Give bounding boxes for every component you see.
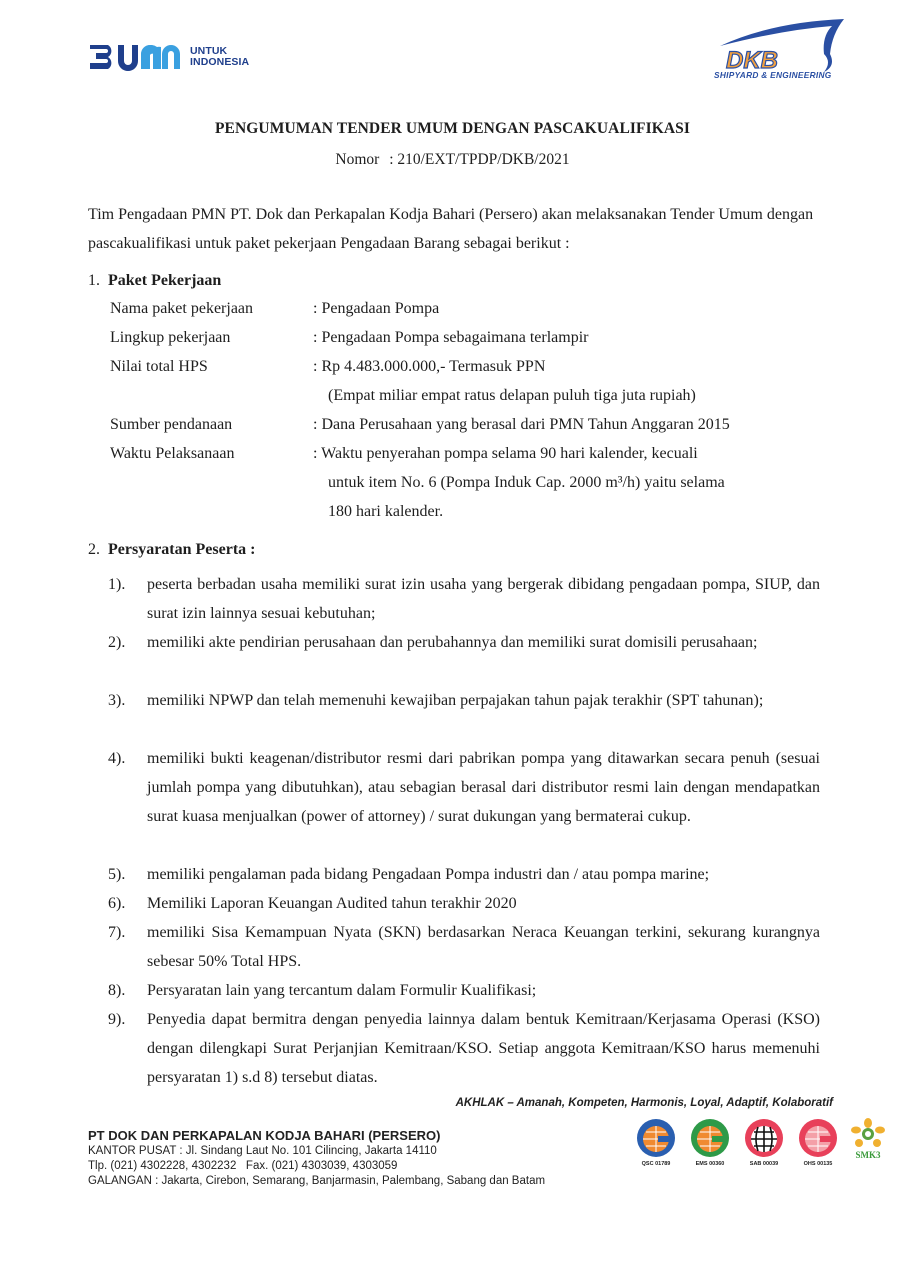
certification-badge bbox=[686, 1118, 734, 1167]
intro-paragraph: Tim Pengadaan PMN PT. Dok dan Perkapalan Kodja Bahari (Persero) akan melaksanakan Tender Umum dengan pascakualifikasi untuk paket pekerjaan Pengadaan Barang sebagai berikut : bbox=[88, 206, 814, 252]
dkb-logo-text: DKB bbox=[726, 47, 778, 74]
document-number-label: Nomor bbox=[335, 151, 380, 168]
dkb-subtitle: SHIPYARD & ENGINEERING bbox=[714, 70, 832, 80]
sucofindo-sics-sab-icon bbox=[744, 1118, 784, 1158]
field-label: Waktu Pelaksanaan bbox=[110, 445, 235, 462]
section2-number: 2. bbox=[88, 541, 100, 558]
field-value-continuation: untuk item No. 6 (Pompa Induk Cap. 2000 m³/h) yaitu selama bbox=[328, 474, 725, 491]
field-value-line: : Rp 4.483.000.000,- Termasuk PPN bbox=[313, 358, 546, 375]
requirement-text: memiliki Sisa Kemampuan Nyata (SKN) berdasarkan Neraca Keuangan terkini, sekurang kurangnya sebesar 50% Total HPS. bbox=[147, 924, 820, 970]
requirement-item bbox=[108, 628, 820, 657]
certification-code: SMK3 bbox=[855, 1150, 881, 1160]
section1-title: Paket Pekerjaan bbox=[108, 272, 222, 289]
requirement-number: 3). bbox=[108, 692, 126, 709]
requirement-text: Penyedia dapat bermitra dengan penyedia lainnya dalam bentuk Kemitraan/Kerjasama Operasi (KSO) dengan dilengkapi Surat Perjanjian Kemitraan/KSO. Setiap anggota Kemitraan/KSO harus memenuhi persyaratan 1) s.d 8) tersebut diatas. bbox=[147, 1011, 820, 1086]
requirement-number: 8). bbox=[108, 982, 126, 999]
certification-code: QSC 01789 bbox=[641, 1161, 671, 1167]
certification-badge bbox=[794, 1118, 842, 1167]
footer-phone: Tlp. (021) 4302228, 4302232 Fax. (021) 4303039, 4303059 bbox=[88, 1160, 398, 1172]
footer-address: KANTOR PUSAT : Jl. Sindang Laut No. 101 Cilincing, Jakarta 14110 bbox=[88, 1145, 437, 1157]
requirement-number: 9). bbox=[108, 1011, 126, 1028]
footer-company-info bbox=[88, 1128, 545, 1189]
field-value bbox=[313, 352, 696, 410]
footer-company-name: PT DOK DAN PERKAPALAN KODJA BAHARI (PERSERO) bbox=[88, 1128, 441, 1143]
requirement-number: 7). bbox=[108, 924, 126, 941]
requirement-text: memiliki bukti keagenan/distributor resmi dari pabrikan pompa yang ditawarkan secara penuh (sesuai jumlah pompa yang dibutuhkan), atau sebagian berasal dari distributor resmi lain dengan mendapatkan surat kuasa menjualkan (power of attorney) / surat dukungan yang bermaterai cukup. bbox=[147, 750, 820, 825]
section1-heading bbox=[88, 272, 221, 290]
certification-code: OHS 00135 bbox=[803, 1161, 833, 1167]
requirement-text: memiliki akte pendirian perusahaan dan perubahannya dan memiliki surat domisili perusahaan; bbox=[147, 634, 758, 651]
field-value: : Pengadaan Pompa bbox=[313, 300, 440, 317]
smk3-flower-icon bbox=[850, 1118, 886, 1150]
certification-badges bbox=[632, 1118, 888, 1167]
requirement-number: 2). bbox=[108, 634, 126, 651]
certification-code: SAB 00039 bbox=[749, 1161, 779, 1167]
requirement-number: 6). bbox=[108, 895, 126, 912]
requirement-number: 5). bbox=[108, 866, 126, 883]
field-label: Lingkup pekerjaan bbox=[110, 329, 231, 346]
akhlak-motto: AKHLAK – Amanah, Kompeten, Harmonis, Loyal, Adaptif, Kolaboratif bbox=[455, 1097, 833, 1109]
certification-code: EMS 00360 bbox=[695, 1161, 725, 1167]
sucofindo-sics-qsc-icon bbox=[636, 1118, 676, 1158]
section1-number: 1. bbox=[88, 272, 100, 289]
document-title: PENGUMUMAN TENDER UMUM DENGAN PASCAKUALIFIKASI bbox=[214, 120, 691, 137]
bumn-tagline-line2: INDONESIA bbox=[190, 56, 250, 68]
requirement-text: Persyaratan lain yang tercantum dalam Formulir Kualifikasi; bbox=[147, 982, 537, 999]
bumn-tagline-line1: UNTUK bbox=[190, 45, 228, 57]
sucofindo-sics-ems-icon bbox=[690, 1118, 730, 1158]
field-value bbox=[313, 439, 725, 526]
sucofindo-sics-ohs-icon bbox=[798, 1118, 838, 1158]
requirement-item bbox=[108, 1005, 820, 1092]
field-label: Nama paket pekerjaan bbox=[110, 300, 254, 317]
certification-badge bbox=[848, 1118, 888, 1160]
bumn-logo bbox=[88, 42, 249, 72]
field-value-continuation: (Empat miliar empat ratus delapan puluh tiga juta rupiah) bbox=[328, 387, 696, 404]
requirement-item bbox=[108, 744, 820, 831]
requirement-number: 4). bbox=[108, 750, 126, 767]
footer-shipyards: GALANGAN : Jakarta, Cirebon, Semarang, Banjarmasin, Palembang, Sabang dan Batam bbox=[88, 1175, 546, 1187]
requirement-text: peserta berbadan usaha memiliki surat izin usaha yang bergerak dibidang pengadaan pompa, SIUP, dan surat izin lainnya sesuai kebutuhan; bbox=[147, 576, 820, 622]
requirement-number: 1). bbox=[108, 576, 126, 593]
requirement-text: Memiliki Laporan Keuangan Audited tahun terakhir 2020 bbox=[147, 895, 517, 912]
bumn-tagline bbox=[190, 46, 249, 68]
field-label: Nilai total HPS bbox=[110, 358, 208, 375]
requirement-item bbox=[108, 860, 820, 889]
field-value: : Dana Perusahaan yang berasal dari PMN Tahun Anggaran 2015 bbox=[313, 416, 730, 433]
section2-heading bbox=[88, 541, 256, 559]
certification-badge bbox=[632, 1118, 680, 1167]
requirement-item bbox=[108, 918, 820, 976]
certification-badge bbox=[740, 1118, 788, 1167]
requirement-item bbox=[108, 570, 820, 628]
document-number-value: : 210/EXT/TPDP/DKB/2021 bbox=[389, 151, 570, 168]
document-number bbox=[0, 151, 905, 169]
requirement-item bbox=[108, 889, 820, 918]
requirement-item bbox=[108, 976, 820, 1005]
field-value-continuation: 180 hari kalender. bbox=[328, 503, 444, 520]
field-label: Sumber pendanaan bbox=[110, 416, 233, 433]
bumn-logo-mark-icon bbox=[88, 42, 186, 72]
requirement-item bbox=[108, 686, 820, 715]
requirement-text: memiliki NPWP dan telah memenuhi kewajiban perpajakan tahun pajak terakhir (SPT tahunan); bbox=[147, 692, 764, 709]
section2-title: Persyaratan Peserta : bbox=[108, 541, 256, 558]
requirement-text: memiliki pengalaman pada bidang Pengadaan Pompa industri dan / atau pompa marine; bbox=[147, 866, 710, 883]
field-value-line: : Waktu penyerahan pompa selama 90 hari kalender, kecuali bbox=[313, 445, 698, 462]
field-value: : Pengadaan Pompa sebagaimana terlampir bbox=[313, 329, 589, 346]
